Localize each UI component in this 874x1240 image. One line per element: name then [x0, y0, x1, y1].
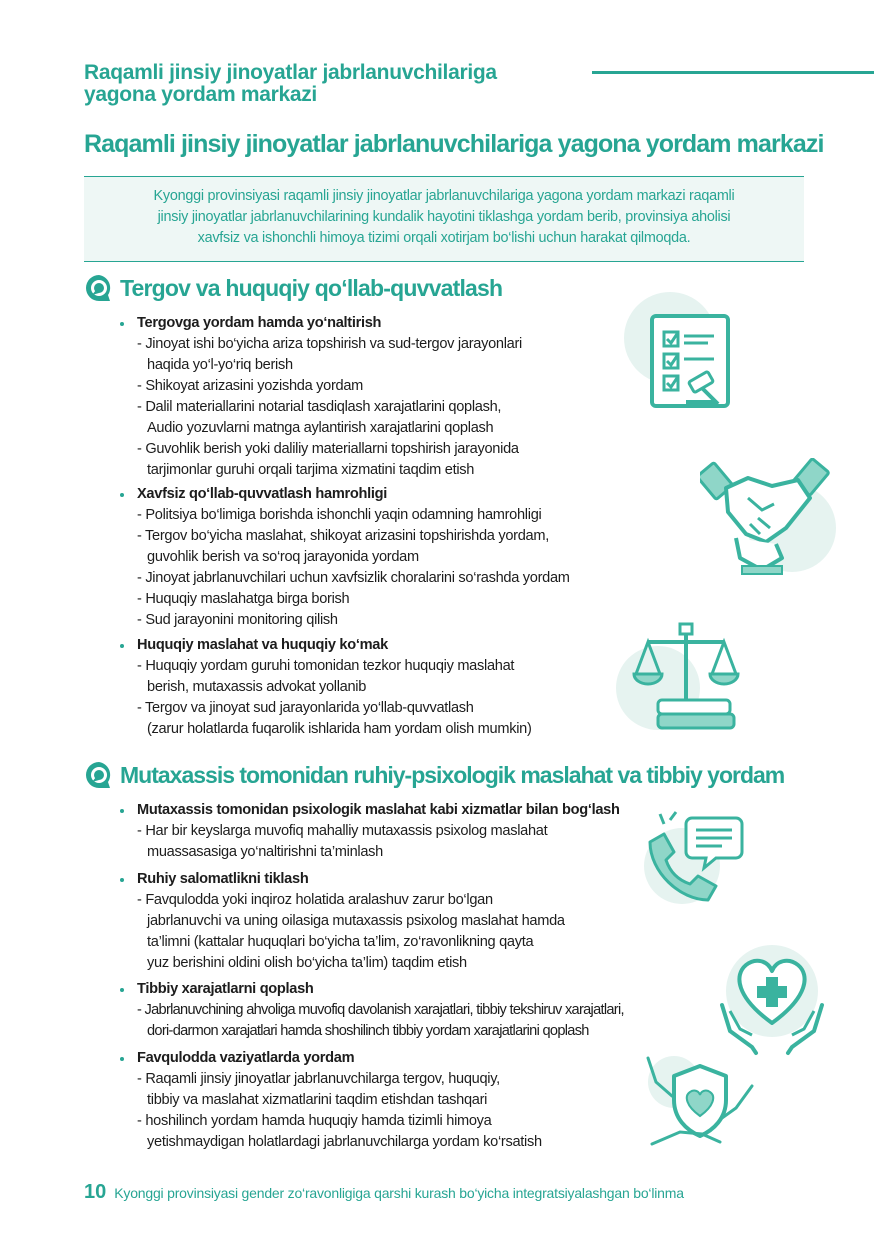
speech-bubble-icon [84, 760, 114, 790]
item-line: guvohlik berish va so‘roq jarayonida yordam [147, 549, 419, 565]
item-line: - Jinoyat jabrlanuvchilari uchun xavfsizlik choralarini so‘rashda yordam [137, 570, 570, 586]
item-line: - Huquqiy maslahatga birga borish [137, 591, 350, 607]
item-title: Huquqiy maslahat va huquqiy ko‘mak [117, 635, 707, 656]
list-item [117, 800, 707, 863]
item-line: dori-darmon xarajatlari hamda shoshilinch tibbiy yordam xarajatlarini qoplash [147, 1023, 589, 1039]
intro-line: jinsiy jinoyatlar jabrlanuvchilarining kundalik hayotini tiklashga yordam berib, provinsiya aholisi [157, 209, 731, 225]
intro-text [84, 186, 804, 249]
section-title: Tergov va huquqiy qo‘llab-quvvatlash [120, 274, 503, 301]
header-divider [592, 71, 874, 74]
header-title-line2: yagona yordam markazi [84, 83, 317, 106]
item-line: tibbiy va maslahat xizmatlarini taqdim etishdan tashqari [147, 1092, 488, 1108]
item-line: - Politsiya bo‘limiga borishda ishonchli yaqin odamning hamrohligi [137, 507, 542, 523]
item-line: - Dalil materiallarini notarial tasdiqlash xarajatlarini qoplash, [137, 399, 502, 415]
medical-heart-hands-icon [716, 935, 828, 1057]
item-line: - Har bir keyslarga muvofiq mahalliy mutaxassis psixolog maslahat [137, 823, 548, 839]
item-line: tarjimonlar guruhi orqali tarjima xizmatini taqdim etish [147, 462, 475, 478]
item-line: Audio yozuvlarni matnga aylantirish xarajatlarini qoplash [147, 420, 494, 436]
list-item [117, 869, 707, 974]
item-line: berish, mutaxassis advokat yollanib [147, 679, 367, 695]
header-title-line1: Raqamli jinsiy jinoyatlar jabrlanuvchilariga [84, 61, 497, 84]
item-line: muassasasiga yo‘naltirishni ta’minlash [147, 844, 383, 860]
item-line: - Jabrlanuvchining ahvoliga muvofiq davolanish xarajatlari, tibbiy tekshiruv xarajatlari, [137, 1002, 624, 1018]
intro-line: Kyonggi provinsiyasi raqamli jinsiy jinoyatlar jabrlanuvchilariga yagona yordam markazi raqamli [153, 188, 735, 204]
item-line: - Jinoyat ishi bo‘yicha ariza topshirish va sud-tergov jarayonlari [137, 336, 522, 352]
item-title: Ruhiy salomatlikni tiklash [117, 869, 707, 890]
scales-of-justice-icon [608, 622, 746, 734]
page-footer [84, 1181, 684, 1204]
shield-heart-hands-icon [644, 1052, 756, 1152]
header-title [84, 62, 604, 106]
item-title: Tergovga yordam hamda yo‘naltirish [117, 313, 707, 334]
speech-bubble-icon [84, 273, 114, 303]
item-line: - Huquqiy yordam guruhi tomonidan tezkor huquqiy maslahat [137, 658, 515, 674]
item-line: ta’limni (kattalar huquqlari bo‘yicha ta’lim, zo‘ravonlikning qayta [147, 934, 534, 950]
item-title: Mutaxassis tomonidan psixologik maslahat kabi xizmatlar bilan bog‘lash [117, 800, 707, 821]
page-number: 10 [84, 1181, 107, 1203]
item-line: - Sud jarayonini monitoring qilish [137, 612, 338, 628]
item-line: yetishmaydigan holatlardagi jabrlanuvchilarga yordam ko‘rsatish [147, 1134, 542, 1150]
item-line: - Guvohlik berish yoki daliliy materiallarni topshirish jarayonida [137, 441, 519, 457]
phone-chat-icon [636, 808, 748, 908]
section-heading-psychological [84, 759, 784, 791]
list-item [117, 1048, 707, 1153]
item-title: Favqulodda vaziyatlarda yordam [117, 1048, 707, 1069]
item-line: jabrlanuvchi va uning oilasiga mutaxassis psixolog maslahat hamda [147, 913, 565, 929]
item-line: yuz berishini oldini olish bo‘yicha ta’lim) taqdim etish [147, 955, 467, 971]
item-line: haqida yo‘l-yo‘riq berish [147, 357, 293, 373]
checklist-document-icon [618, 292, 750, 417]
footer-text: Kyonggi provinsiyasi gender zo‘ravonligiga qarshi kurash bo‘yicha integratsiyalashgan bo‘linma [114, 1185, 684, 1201]
intro-line: xavfsiz va ishonchli himoya tizimi orqali xotirjam bo‘lishi uchun harakat qilmoqda. [197, 230, 691, 246]
page-title: Raqamli jinsiy jinoyatlar jabrlanuvchilariga yagona yordam markazi [84, 130, 824, 158]
section-heading-legal [84, 272, 502, 304]
item-line: - Shikoyat arizasini yozishda yordam [137, 378, 364, 394]
item-line: - Tergov bo‘yicha maslahat, shikoyat arizasini topshirishda yordam, [137, 528, 549, 544]
item-title: Tibbiy xarajatlarni qoplash [117, 979, 707, 1000]
item-line: - Raqamli jinsiy jinoyatlar jabrlanuvchilarga tergov, huquqiy, [137, 1071, 500, 1087]
item-title: Xavfsiz qo‘llab-quvvatlash hamrohligi [117, 484, 707, 505]
section-title: Mutaxassis tomonidan ruhiy-psixologik maslahat va tibbiy yordam [120, 761, 785, 788]
item-line: (zarur holatlarda fuqarolik ishlarida ham yordam olish mumkin) [147, 721, 532, 737]
item-line: - Tergov va jinoyat sud jarayonlarida yo‘llab-quvvatlash [137, 700, 474, 716]
list-item [117, 484, 707, 631]
handshake-icon [700, 458, 838, 578]
list-item [117, 979, 707, 1042]
item-line: - Favqulodda yoki inqiroz holatida aralashuv zarur bo‘lgan [137, 892, 493, 908]
item-line: - hoshilinch yordam hamda huquqiy hamda tizimli himoya [137, 1113, 492, 1129]
